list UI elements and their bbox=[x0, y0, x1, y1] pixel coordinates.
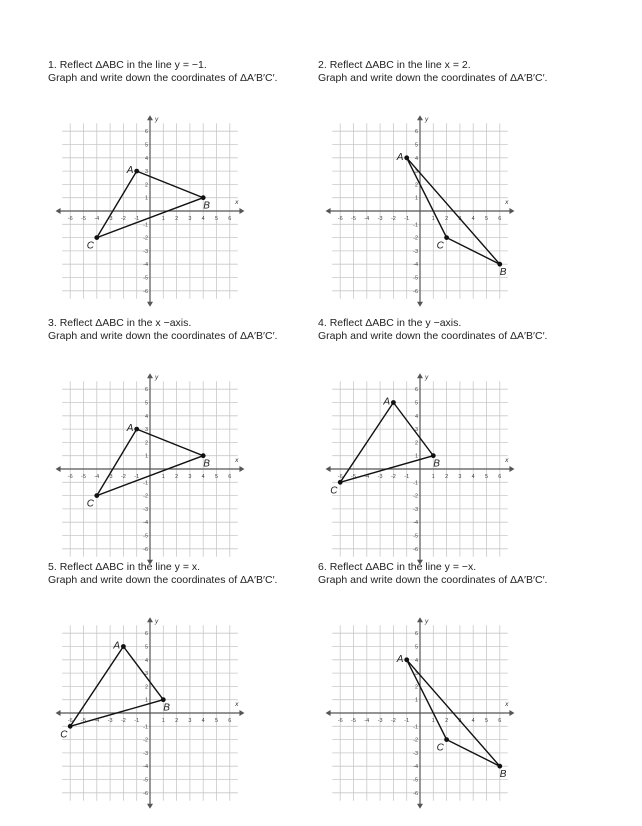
problem-instruction: Reflect ΔABC in the x −axis. bbox=[59, 317, 192, 329]
vertex-b-label: B bbox=[203, 200, 210, 212]
x-tick-label: 1 bbox=[161, 474, 165, 480]
y-axis-arrow-up bbox=[417, 115, 423, 120]
vertex-b-label: B bbox=[499, 769, 507, 781]
y-tick-label: 3 bbox=[144, 169, 148, 176]
y-tick-label: 3 bbox=[144, 427, 148, 434]
y-tick-label: -6 bbox=[143, 288, 148, 295]
vertex-c-label: C bbox=[60, 729, 68, 741]
y-tick-label: -6 bbox=[413, 288, 418, 295]
problem-subtitle: Graph and write down the coordinates of ΔA′B′C′. bbox=[318, 330, 548, 342]
x-tick-label: -2 bbox=[120, 216, 126, 222]
x-axis-label: x bbox=[505, 199, 509, 206]
x-tick-label: -2 bbox=[390, 718, 396, 724]
x-tick-label: -2 bbox=[390, 216, 396, 222]
y-tick-label: -2 bbox=[413, 737, 418, 744]
x-axis-arrow-right bbox=[239, 466, 244, 472]
y-tick-label: 3 bbox=[414, 427, 418, 434]
y-tick-label: 3 bbox=[144, 671, 148, 678]
x-tick-label: 4 bbox=[201, 718, 205, 724]
x-tick-label: 4 bbox=[471, 718, 475, 724]
y-tick-label: 2 bbox=[414, 684, 418, 691]
x-tick-label: 2 bbox=[175, 718, 179, 724]
x-tick-label: -6 bbox=[67, 718, 73, 724]
x-tick-label: -3 bbox=[377, 718, 383, 724]
x-tick-label: -3 bbox=[107, 474, 113, 480]
problem-instruction: Reflect ΔABC in the line x = 2. bbox=[329, 59, 471, 71]
vertex-a-label: A bbox=[126, 165, 134, 177]
vertex-a-label: A bbox=[126, 423, 134, 435]
vertex-c-point bbox=[444, 235, 449, 240]
problem-number: 6. bbox=[318, 561, 327, 573]
coordinate-grid bbox=[318, 317, 618, 567]
vertex-a-point bbox=[134, 427, 139, 432]
x-tick-label: 2 bbox=[445, 718, 449, 724]
x-tick-label: -2 bbox=[120, 474, 126, 480]
problem-subtitle: Graph and write down the coordinates of ΔA′B′C′. bbox=[318, 574, 548, 586]
problem-number: 5. bbox=[48, 561, 57, 573]
y-tick-label: 4 bbox=[144, 657, 148, 664]
vertex-a-point bbox=[121, 644, 126, 649]
y-axis-arrow-down bbox=[147, 302, 153, 307]
y-tick-label: -3 bbox=[143, 750, 148, 757]
x-tick-label: 5 bbox=[484, 474, 489, 480]
y-axis-label: y bbox=[425, 618, 429, 626]
vertex-b-point bbox=[431, 453, 436, 458]
x-tick-label: 4 bbox=[471, 474, 475, 480]
y-tick-label: 5 bbox=[414, 400, 418, 407]
y-tick-label: 1 bbox=[414, 453, 418, 460]
x-axis-label: x bbox=[505, 701, 509, 708]
x-tick-label: 6 bbox=[498, 718, 502, 724]
x-tick-label: -1 bbox=[134, 718, 140, 724]
x-axis-arrow-left bbox=[56, 710, 61, 716]
x-axis-arrow-right bbox=[509, 710, 514, 716]
x-tick-label: -4 bbox=[94, 216, 100, 222]
x-tick-label: 6 bbox=[498, 474, 502, 480]
problem-number: 3. bbox=[48, 317, 57, 329]
problem-6 bbox=[318, 561, 618, 811]
x-tick-label: 3 bbox=[458, 216, 462, 222]
y-tick-label: 6 bbox=[144, 129, 148, 136]
vertex-b-point bbox=[161, 697, 166, 702]
x-tick-label: -1 bbox=[404, 718, 410, 724]
y-tick-label: 2 bbox=[144, 182, 148, 189]
vertex-a-label: A bbox=[383, 396, 391, 408]
y-tick-label: 5 bbox=[144, 400, 148, 407]
coordinate-grid bbox=[318, 59, 618, 309]
y-tick-label: -4 bbox=[143, 262, 148, 269]
coordinate-grid bbox=[48, 561, 348, 811]
y-tick-label: 2 bbox=[144, 684, 148, 691]
y-tick-label: 4 bbox=[144, 155, 148, 162]
problem-number: 2. bbox=[318, 59, 327, 71]
vertex-a-label: A bbox=[396, 653, 404, 665]
vertex-b-point bbox=[201, 195, 206, 200]
problem-subtitle: Graph and write down the coordinates of ΔA′B′C′. bbox=[48, 330, 278, 342]
y-tick-label: -4 bbox=[413, 764, 418, 771]
y-tick-label: -1 bbox=[413, 724, 418, 731]
x-tick-label: 3 bbox=[458, 718, 462, 724]
x-tick-label: 1 bbox=[161, 718, 165, 724]
x-tick-label: 5 bbox=[484, 216, 489, 222]
x-tick-label: 6 bbox=[228, 216, 232, 222]
x-axis-arrow-right bbox=[509, 208, 514, 214]
vertex-c-label: C bbox=[436, 742, 444, 754]
y-tick-label: -6 bbox=[413, 790, 418, 797]
y-tick-label: -2 bbox=[413, 235, 418, 242]
y-axis-arrow-up bbox=[147, 373, 153, 378]
y-tick-label: 4 bbox=[144, 413, 148, 420]
problem-subtitle: Graph and write down the coordinates of ΔA′B′C′. bbox=[48, 574, 278, 586]
vertex-c-point bbox=[94, 493, 99, 498]
y-axis-arrow-up bbox=[147, 115, 153, 120]
y-tick-label: -3 bbox=[413, 248, 418, 255]
x-tick-label: 6 bbox=[228, 718, 232, 724]
x-tick-label: -4 bbox=[364, 474, 370, 480]
x-tick-label: -3 bbox=[107, 216, 113, 222]
x-tick-label: 4 bbox=[471, 216, 475, 222]
problem-instruction: Reflect ΔABC in the y −axis. bbox=[329, 317, 462, 329]
y-tick-label: -1 bbox=[143, 222, 148, 229]
vertex-c-point bbox=[444, 737, 449, 742]
problem-subtitle: Graph and write down the coordinates of ΔA′B′C′. bbox=[318, 72, 548, 84]
y-tick-label: 1 bbox=[144, 453, 148, 460]
x-tick-label: 2 bbox=[175, 216, 179, 222]
y-tick-label: 1 bbox=[144, 697, 148, 704]
x-tick-label: -6 bbox=[67, 216, 73, 222]
y-axis-label: y bbox=[155, 116, 159, 124]
x-tick-label: 4 bbox=[201, 216, 205, 222]
vertex-a-label: A bbox=[396, 151, 404, 163]
y-axis-label: y bbox=[155, 618, 159, 626]
vertex-a-point bbox=[134, 169, 139, 174]
x-axis-label: x bbox=[235, 701, 239, 708]
problem-3 bbox=[48, 317, 348, 567]
x-tick-label: -6 bbox=[337, 718, 343, 724]
x-tick-label: 1 bbox=[431, 216, 435, 222]
y-axis-label: y bbox=[425, 374, 429, 382]
y-tick-label: -6 bbox=[143, 790, 148, 797]
y-axis-arrow-down bbox=[147, 804, 153, 809]
x-axis-arrow-left bbox=[326, 466, 331, 472]
problem-number: 1. bbox=[48, 59, 57, 71]
y-tick-label: -2 bbox=[143, 235, 148, 242]
y-axis-arrow-up bbox=[147, 617, 153, 622]
vertex-c-point bbox=[68, 724, 73, 729]
y-tick-label: 6 bbox=[414, 387, 418, 394]
x-axis-arrow-right bbox=[239, 710, 244, 716]
vertex-c-point bbox=[338, 480, 343, 485]
y-tick-label: -3 bbox=[413, 506, 418, 513]
y-tick-label: -2 bbox=[143, 493, 148, 500]
y-tick-label: 3 bbox=[414, 671, 418, 678]
y-tick-label: 6 bbox=[414, 631, 418, 638]
vertex-a-point bbox=[404, 155, 409, 160]
vertex-c-point bbox=[94, 235, 99, 240]
y-tick-label: 2 bbox=[144, 440, 148, 447]
vertex-b-label: B bbox=[499, 267, 507, 279]
y-tick-label: -2 bbox=[143, 737, 148, 744]
y-tick-label: -6 bbox=[413, 546, 418, 553]
y-tick-label: -5 bbox=[413, 777, 418, 784]
y-tick-label: -6 bbox=[143, 546, 148, 553]
x-tick-label: -2 bbox=[390, 474, 396, 480]
problem-4 bbox=[318, 317, 618, 567]
problem-number: 4. bbox=[318, 317, 327, 329]
x-tick-label: -2 bbox=[120, 718, 126, 724]
x-tick-label: -6 bbox=[337, 216, 343, 222]
vertex-a-point bbox=[391, 400, 396, 405]
x-tick-label: -1 bbox=[404, 216, 410, 222]
x-tick-label: -1 bbox=[134, 216, 140, 222]
x-tick-label: -3 bbox=[107, 718, 113, 724]
vertex-c-label: C bbox=[86, 498, 95, 510]
x-tick-label: 5 bbox=[484, 718, 489, 724]
y-tick-label: 4 bbox=[414, 413, 418, 420]
y-tick-label: 3 bbox=[414, 169, 418, 176]
y-tick-label: 5 bbox=[414, 644, 418, 651]
y-tick-label: -4 bbox=[413, 520, 418, 527]
coordinate-grid bbox=[318, 561, 618, 811]
x-tick-label: 2 bbox=[445, 474, 449, 480]
x-tick-label: -4 bbox=[364, 718, 370, 724]
x-tick-label: -4 bbox=[364, 216, 370, 222]
y-tick-label: -1 bbox=[143, 480, 148, 487]
y-tick-label: -3 bbox=[143, 248, 148, 255]
problem-instruction: Reflect ΔABC in the line y = x. bbox=[59, 561, 201, 573]
y-tick-label: 6 bbox=[144, 631, 148, 638]
y-axis-arrow-down bbox=[417, 302, 423, 307]
problem-instruction: Reflect ΔABC in the line y = −1. bbox=[59, 59, 207, 71]
y-tick-label: -2 bbox=[413, 493, 418, 500]
x-tick-label: 6 bbox=[228, 474, 232, 480]
x-tick-label: -6 bbox=[337, 474, 343, 480]
y-tick-label: 2 bbox=[414, 182, 418, 189]
y-axis-arrow-up bbox=[417, 373, 423, 378]
x-tick-label: 2 bbox=[445, 216, 449, 222]
vertex-b-label: B bbox=[203, 458, 210, 470]
problem-2 bbox=[318, 59, 618, 309]
x-tick-label: -4 bbox=[94, 474, 100, 480]
vertex-b-point bbox=[497, 764, 502, 769]
y-tick-label: 4 bbox=[414, 657, 418, 664]
vertex-b-point bbox=[201, 453, 206, 458]
y-tick-label: 5 bbox=[144, 644, 148, 651]
x-tick-label: 5 bbox=[214, 216, 219, 222]
x-axis-arrow-left bbox=[326, 208, 331, 214]
y-tick-label: -1 bbox=[413, 222, 418, 229]
y-axis-arrow-up bbox=[417, 617, 423, 622]
y-tick-label: -5 bbox=[143, 533, 148, 540]
y-tick-label: 1 bbox=[144, 195, 148, 202]
y-tick-label: -4 bbox=[143, 520, 148, 527]
y-tick-label: 6 bbox=[414, 129, 418, 136]
y-tick-label: 6 bbox=[144, 387, 148, 394]
y-tick-label: -1 bbox=[143, 724, 148, 731]
x-tick-label: 3 bbox=[188, 718, 192, 724]
y-tick-label: -4 bbox=[143, 764, 148, 771]
x-tick-label: -4 bbox=[94, 718, 100, 724]
x-tick-label: -5 bbox=[351, 474, 356, 480]
y-tick-label: 4 bbox=[414, 155, 418, 162]
x-tick-label: 6 bbox=[498, 216, 502, 222]
y-tick-label: 2 bbox=[414, 440, 418, 447]
x-tick-label: -3 bbox=[377, 216, 383, 222]
x-tick-label: 5 bbox=[214, 474, 219, 480]
problem-1 bbox=[48, 59, 348, 309]
x-tick-label: -5 bbox=[81, 474, 86, 480]
y-axis-label: y bbox=[425, 116, 429, 124]
coordinate-grid bbox=[48, 59, 348, 309]
y-axis-label: y bbox=[155, 374, 159, 382]
y-tick-label: -5 bbox=[143, 275, 148, 282]
problem-instruction: Reflect ΔABC in the line y = −x. bbox=[329, 561, 477, 573]
x-axis-label: x bbox=[235, 457, 239, 464]
x-tick-label: -6 bbox=[67, 474, 73, 480]
vertex-a-label: A bbox=[113, 640, 121, 652]
vertex-b-point bbox=[497, 262, 502, 267]
x-tick-label: -3 bbox=[377, 474, 383, 480]
x-tick-label: 4 bbox=[201, 474, 205, 480]
vertex-a-point bbox=[404, 657, 409, 662]
vertex-c-label: C bbox=[86, 240, 95, 252]
y-tick-label: 5 bbox=[144, 142, 148, 149]
problem-subtitle: Graph and write down the coordinates of ΔA′B′C′. bbox=[48, 72, 278, 84]
y-tick-label: -5 bbox=[413, 533, 418, 540]
x-tick-label: -1 bbox=[404, 474, 410, 480]
coordinate-grid bbox=[48, 317, 348, 567]
x-tick-label: -5 bbox=[351, 718, 356, 724]
x-tick-label: 2 bbox=[175, 474, 179, 480]
y-axis-arrow-down bbox=[417, 804, 423, 809]
x-axis-label: x bbox=[235, 199, 239, 206]
x-tick-label: -5 bbox=[81, 216, 86, 222]
x-tick-label: -1 bbox=[134, 474, 140, 480]
vertex-b-label: B bbox=[433, 458, 440, 470]
y-tick-label: -1 bbox=[413, 480, 418, 487]
x-tick-label: 5 bbox=[214, 718, 219, 724]
y-tick-label: -5 bbox=[413, 275, 418, 282]
vertex-b-label: B bbox=[163, 702, 170, 714]
y-tick-label: -5 bbox=[143, 777, 148, 784]
x-axis-arrow-left bbox=[56, 208, 61, 214]
x-tick-label: -5 bbox=[81, 718, 86, 724]
y-tick-label: -4 bbox=[413, 262, 418, 269]
y-tick-label: 1 bbox=[414, 195, 418, 202]
x-tick-label: 1 bbox=[161, 216, 165, 222]
vertex-c-label: C bbox=[436, 240, 444, 252]
x-tick-label: -5 bbox=[351, 216, 356, 222]
problem-5 bbox=[48, 561, 348, 811]
y-tick-label: -3 bbox=[143, 506, 148, 513]
x-axis-label: x bbox=[505, 457, 509, 464]
y-tick-label: -3 bbox=[413, 750, 418, 757]
vertex-c-label: C bbox=[330, 485, 338, 497]
x-tick-label: 3 bbox=[188, 216, 192, 222]
x-tick-label: 3 bbox=[188, 474, 192, 480]
x-axis-arrow-left bbox=[56, 466, 61, 472]
x-axis-arrow-left bbox=[326, 710, 331, 716]
x-axis-arrow-right bbox=[509, 466, 514, 472]
x-tick-label: 1 bbox=[431, 474, 435, 480]
y-tick-label: 1 bbox=[414, 697, 418, 704]
x-tick-label: 3 bbox=[458, 474, 462, 480]
x-tick-label: 1 bbox=[431, 718, 435, 724]
y-tick-label: 5 bbox=[414, 142, 418, 149]
x-axis-arrow-right bbox=[239, 208, 244, 214]
